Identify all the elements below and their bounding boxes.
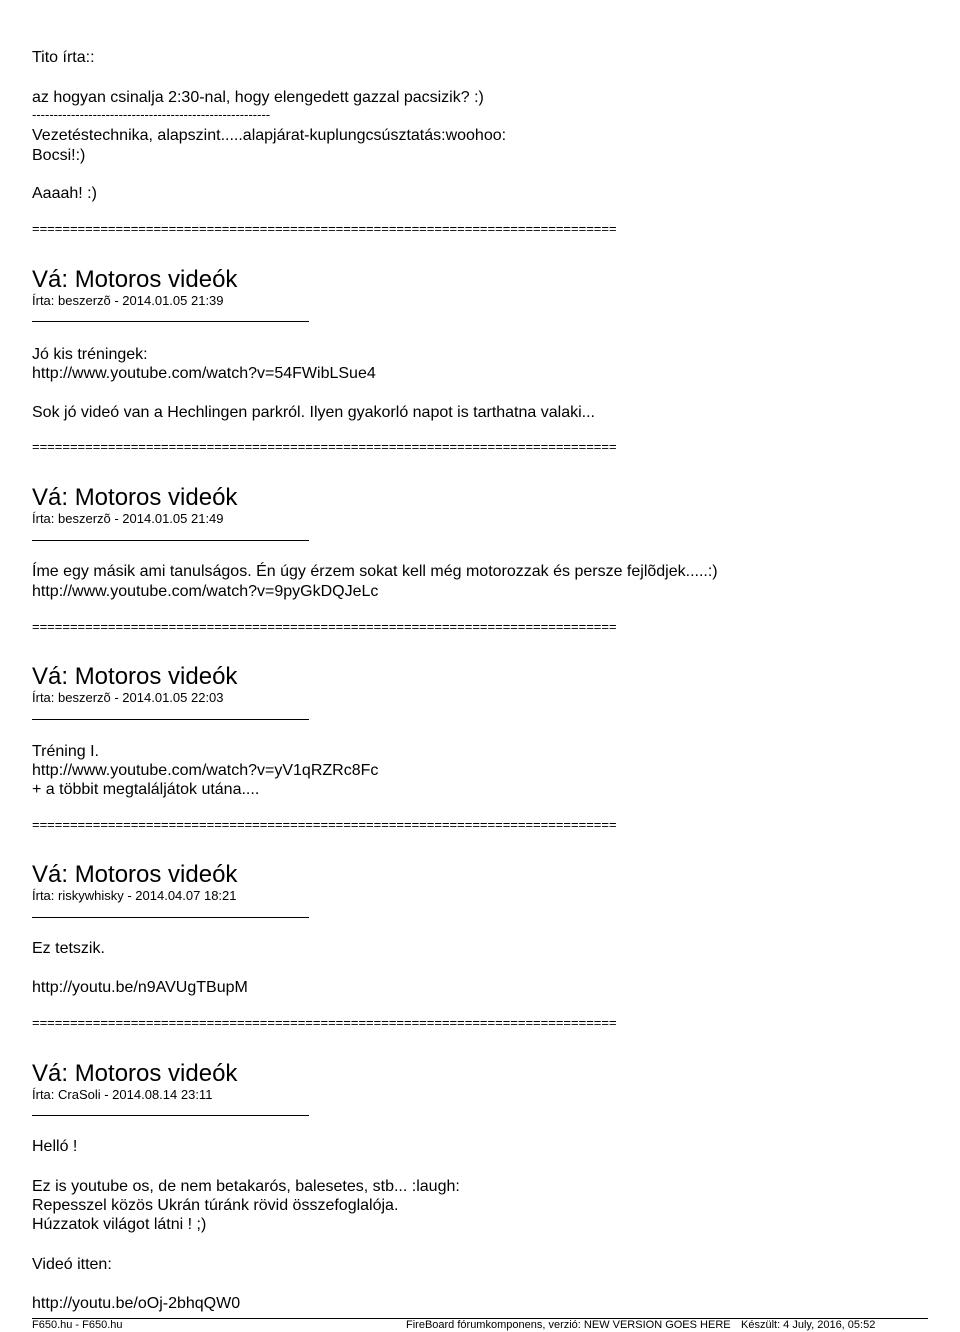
footer-site: F650.hu - F650.hu xyxy=(32,1319,123,1331)
post-line: Ez is youtube os, de nem betakarós, balesetes, stb... :laugh: xyxy=(32,1178,460,1195)
post-meta: Írta: beszerzõ - 2014.01.05 22:03 xyxy=(32,690,224,705)
post-link: http://youtu.be/oOj-2bhqQW0 xyxy=(32,1295,241,1312)
post-separator: ============================================================================= xyxy=(32,619,617,634)
post-rule xyxy=(32,540,309,541)
footer-component: FireBoard fórumkomponens, verzió: NEW VERSION GOES HERE xyxy=(406,1319,731,1331)
post-title: Vá: Motoros videók xyxy=(32,1060,238,1087)
post-link: http://www.youtube.com/watch?v=yV1qRZRc8Fc xyxy=(32,762,379,779)
quote-dash-separator: ------------------------------------------------------- xyxy=(32,107,271,122)
post-link: http://www.youtube.com/watch?v=54FWibLSue4 xyxy=(32,365,376,382)
quote-line: az hogyan csinalja 2:30-nal, hogy elengedett gazzal pacsizik? :) xyxy=(32,89,484,106)
post-line: Húzzatok világot látni ! ;) xyxy=(32,1216,207,1233)
post-line: Videó itten: xyxy=(32,1256,112,1273)
post-line: Jó kis tréningek: xyxy=(32,346,148,363)
post-line: Íme egy másik ami tanulságos. Én úgy érzem sokat kell még motorozzak és persze fejlõdjek.....:) xyxy=(32,563,718,580)
post-rule xyxy=(32,321,309,322)
post-rule xyxy=(32,1115,309,1116)
post-separator: ============================================================================= xyxy=(32,221,617,236)
post-link: http://youtu.be/n9AVUgTBupM xyxy=(32,979,248,996)
post-separator: ============================================================================= xyxy=(32,817,617,832)
post-meta: Írta: beszerzõ - 2014.01.05 21:39 xyxy=(32,293,224,308)
post-separator: ============================================================================= xyxy=(32,439,617,454)
post-title: Vá: Motoros videók xyxy=(32,484,238,511)
post-title: Vá: Motoros videók xyxy=(32,861,238,888)
post-line: Sok jó videó van a Hechlingen parkról. Ilyen gyakorló napot is tarthatna valaki... xyxy=(32,404,595,421)
post-rule xyxy=(32,719,309,720)
post-line: Helló ! xyxy=(32,1138,78,1155)
post-title: Vá: Motoros videók xyxy=(32,266,238,293)
post-line: Tréning I. xyxy=(32,743,99,760)
post-line: + a többit megtaláljátok utána.... xyxy=(32,781,260,798)
post-title: Vá: Motoros videók xyxy=(32,663,238,690)
quote-line: Vezetéstechnika, alapszint.....alapjárat-kuplungcsúsztatás:woohoo: xyxy=(32,127,507,144)
post-separator: ============================================================================= xyxy=(32,1015,617,1030)
quote-line: Bocsi!:) xyxy=(32,147,86,164)
post-rule xyxy=(32,917,309,918)
post-line: Ez tetszik. xyxy=(32,940,105,957)
post-meta: Írta: CraSoli - 2014.08.14 23:11 xyxy=(32,1087,213,1102)
quote-line: Aaaah! :) xyxy=(32,185,97,202)
post-line: Repesszel közös Ukrán túránk rövid összefoglalója. xyxy=(32,1197,399,1214)
post-link: http://www.youtube.com/watch?v=9pyGkDQJeLc xyxy=(32,583,379,600)
quote-header: Tito írta:: xyxy=(32,49,95,66)
footer-created: Készült: 4 July, 2016, 05:52 xyxy=(741,1319,876,1331)
post-meta: Írta: beszerzõ - 2014.01.05 21:49 xyxy=(32,511,224,526)
post-meta: Írta: riskywhisky - 2014.04.07 18:21 xyxy=(32,888,237,903)
